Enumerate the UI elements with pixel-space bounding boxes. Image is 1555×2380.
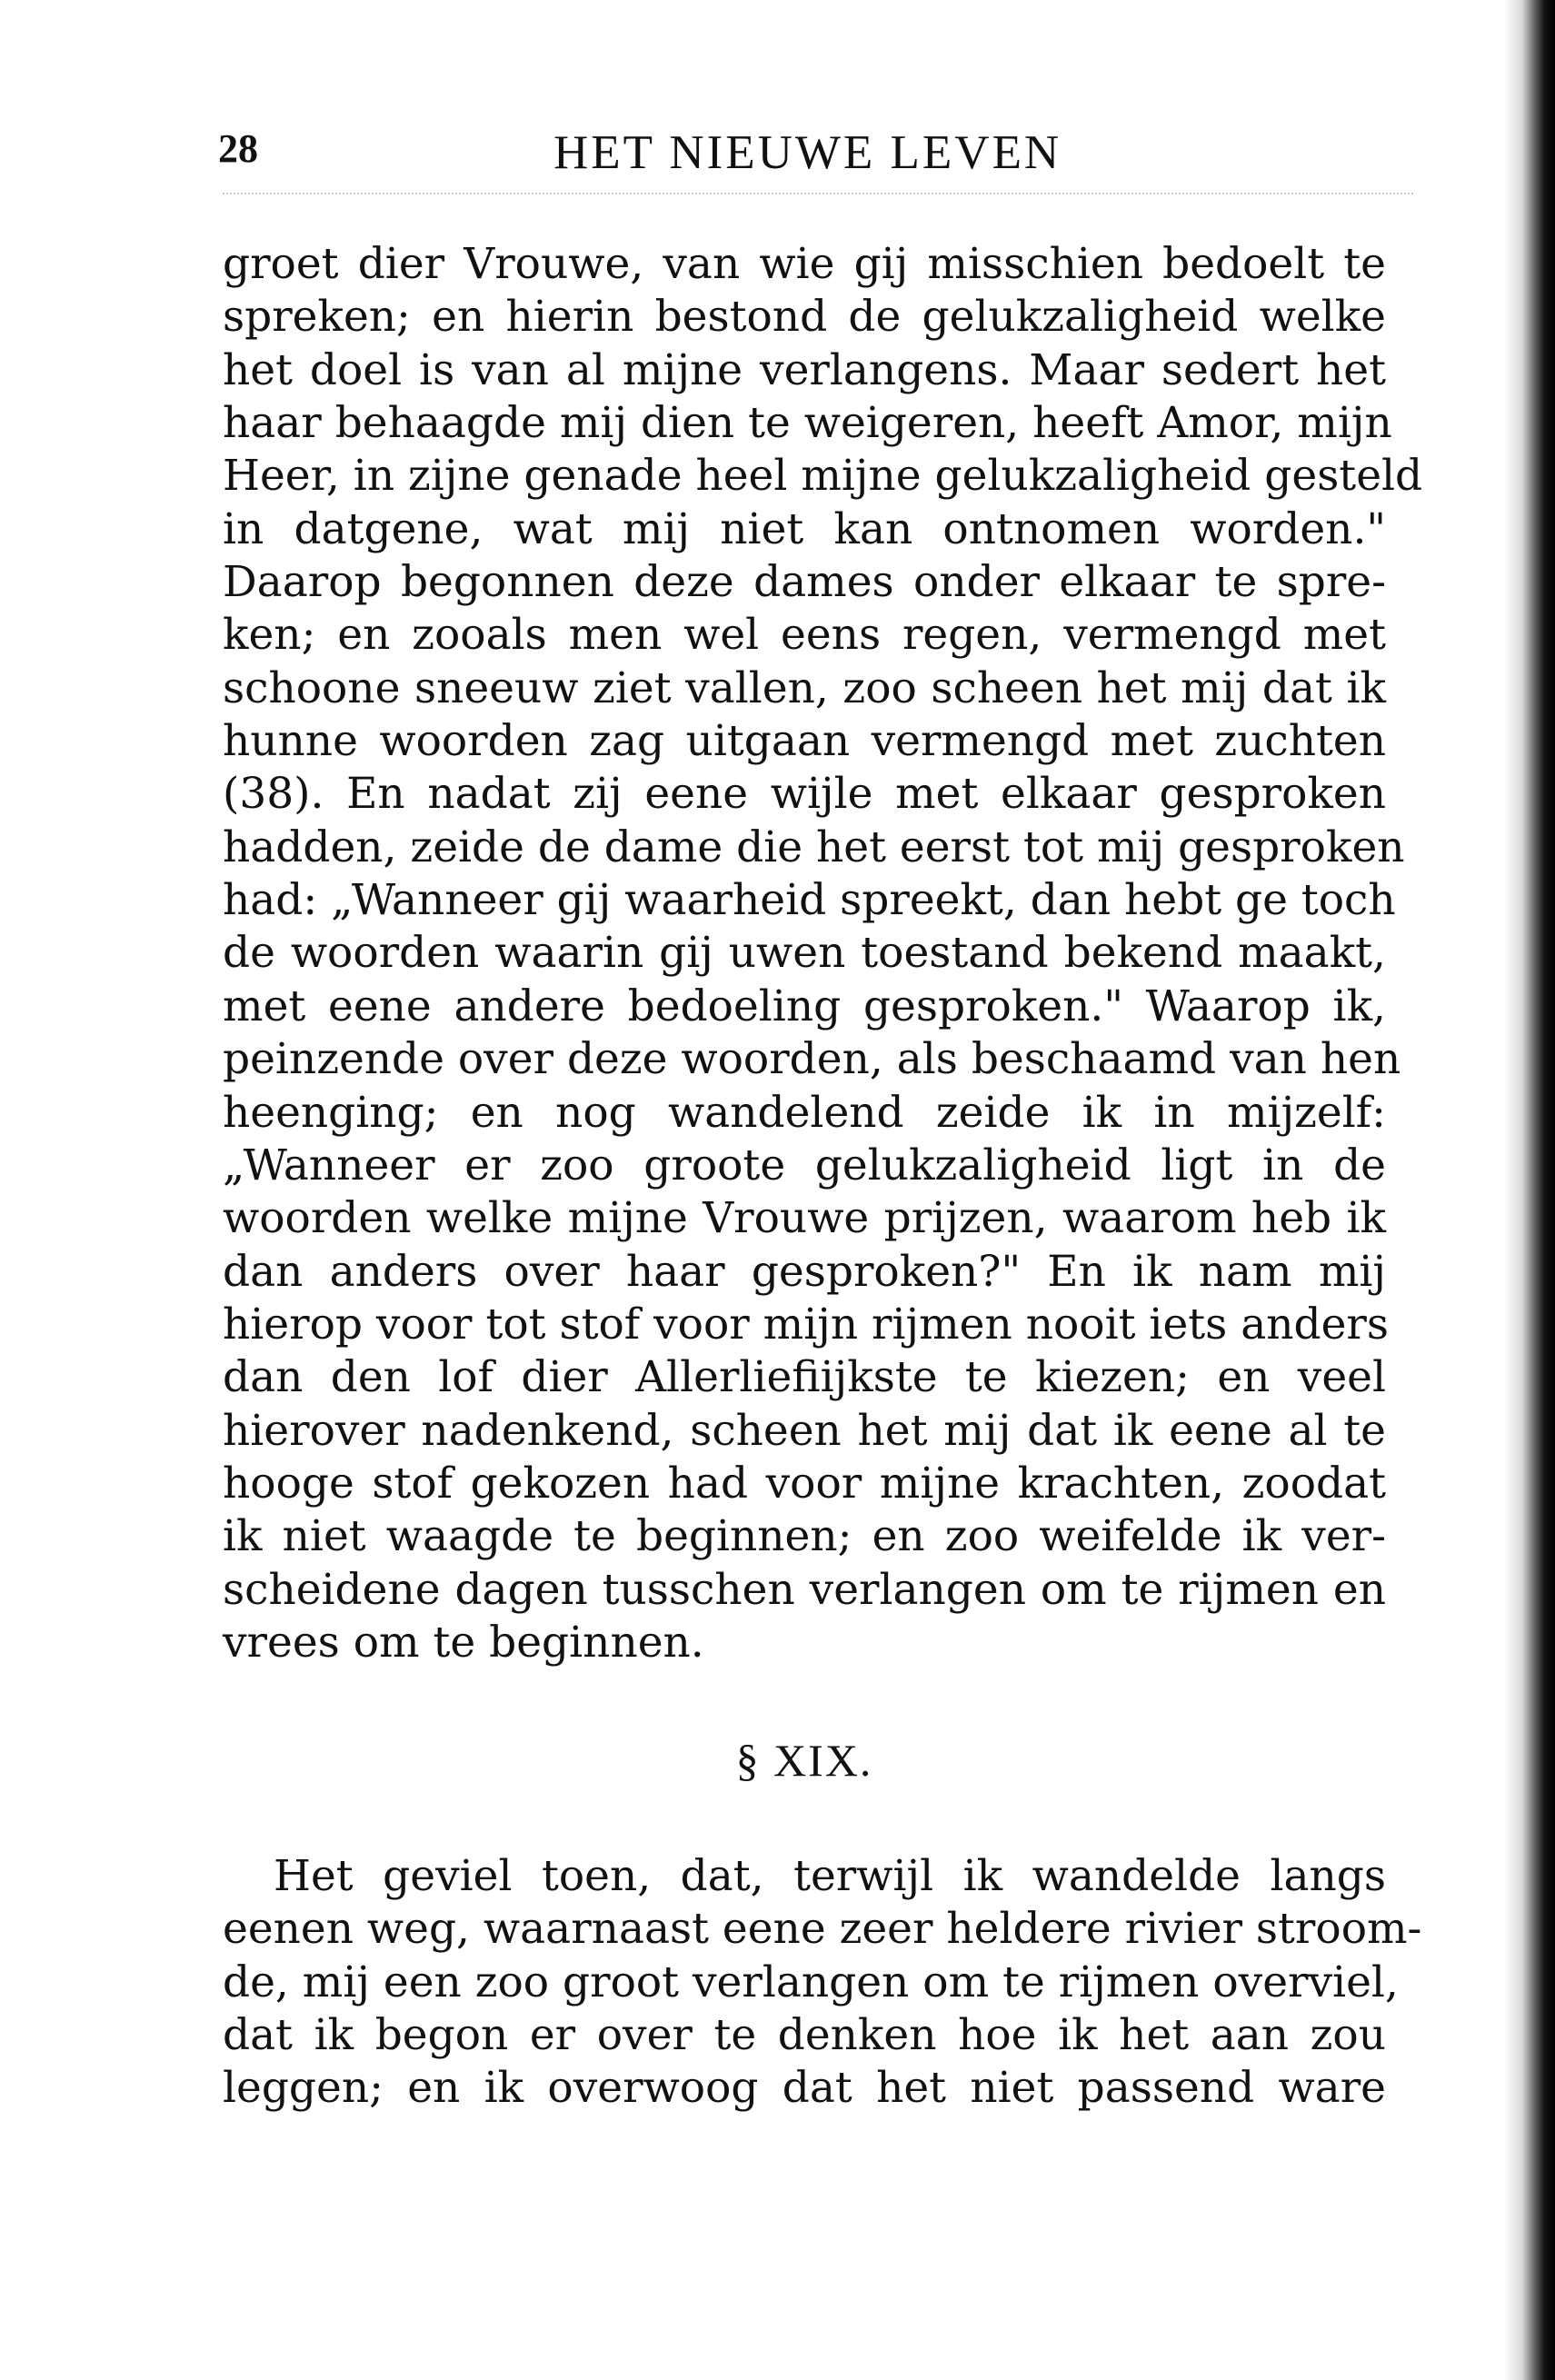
text-line: hunne woorden zag uitgaan vermengd met zuchten	[223, 716, 1386, 767]
text-line: dan anders over haar gesproken?" En ik nam mij	[223, 1246, 1386, 1297]
text-line: dat ik begon er over te denken hoe ik het aan zou	[223, 2010, 1386, 2061]
header-rule	[223, 193, 1413, 194]
text-line: Het geviel toen, dat, terwijl ik wandelde langs	[274, 1851, 1386, 1901]
text-line: de woorden waarin gij uwen toestand bekend maakt,	[223, 928, 1386, 979]
text-line: had: „Wanneer gij waarheid spreekt, dan hebt ge toch	[223, 875, 1396, 926]
page-header	[211, 116, 1410, 189]
page-number: 28	[218, 126, 258, 171]
text-line: haar behaagde mij dien te weigeren, heeft Amor, mijn	[223, 398, 1392, 449]
text-line: ik niet waagde te beginnen; en zoo weifelde ik ver-	[223, 1511, 1386, 1562]
text-line: hierover nadenkend, scheen het mij dat ik eene al te	[223, 1405, 1386, 1456]
text-line: vrees om te beginnen.	[223, 1617, 704, 1668]
text-line: met eene andere bedoeling gesproken." Waarop ik,	[223, 981, 1386, 1031]
text-line: dan den lof dier Allerliefiijkste te kiezen; en veel	[223, 1352, 1386, 1403]
text-line: eenen weg, waarnaast eene zeer heldere rivier stroom-	[223, 1904, 1422, 1955]
text-line: peinzende over deze woorden, als beschaamd van hen	[223, 1034, 1401, 1085]
page-edge-shadow	[1504, 0, 1555, 2380]
text-line: hierop voor tot stof voor mijn rijmen nooit iets anders	[223, 1299, 1389, 1349]
text-line: het doel is van al mijne verlangens. Maar sedert het	[223, 344, 1386, 395]
text-line: „Wanneer er zoo groote gelukzaligheid ligt in de	[223, 1140, 1386, 1190]
running-title: HET NIEUWE LEVEN	[553, 126, 1062, 179]
text-line: in datgene, wat mij niet kan ontnomen worden."	[223, 503, 1386, 554]
text-line: hooge stof gekozen had voor mijne krachten, zoodat	[223, 1458, 1386, 1509]
text-line: de, mij een zoo groot verlangen om te rijmen overviel,	[223, 1957, 1399, 2007]
text-line: ken; en zooals men wel eens regen, vermengd met	[223, 610, 1386, 661]
text-line: scheidene dagen tusschen verlangen om te rijmen en	[223, 1564, 1386, 1615]
text-line: hadden, zeide de dame die het eerst tot mij gesproken	[223, 822, 1405, 872]
section-heading: § XIX.	[735, 1735, 873, 1786]
text-line: Heer, in zijne genade heel mijne gelukzaligheid gesteld	[223, 451, 1423, 502]
text-line: spreken; en hierin bestond de gelukzaligheid welke	[223, 292, 1386, 343]
text-line: leggen; en ik overwoog dat het niet passend ware	[223, 2063, 1386, 2114]
paragraph-1	[223, 238, 1423, 1669]
text-line: woorden welke mijne Vrouwe prijzen, waarom heb ik	[223, 1193, 1386, 1244]
text-line: Daarop begonnen deze dames onder elkaar te spre-	[223, 557, 1386, 608]
text-line: heenging; en nog wandelend zeide ik in mijzelf:	[223, 1087, 1386, 1138]
text-line: (38). En nadat zij eene wijle met elkaar gesproken	[223, 769, 1386, 820]
paragraph-2	[223, 1850, 1422, 2116]
text-line: schoone sneeuw ziet vallen, zoo scheen het mij dat ik	[223, 662, 1386, 713]
text-line: groet dier Vrouwe, van wie gij misschien bedoelt te	[223, 239, 1386, 289]
